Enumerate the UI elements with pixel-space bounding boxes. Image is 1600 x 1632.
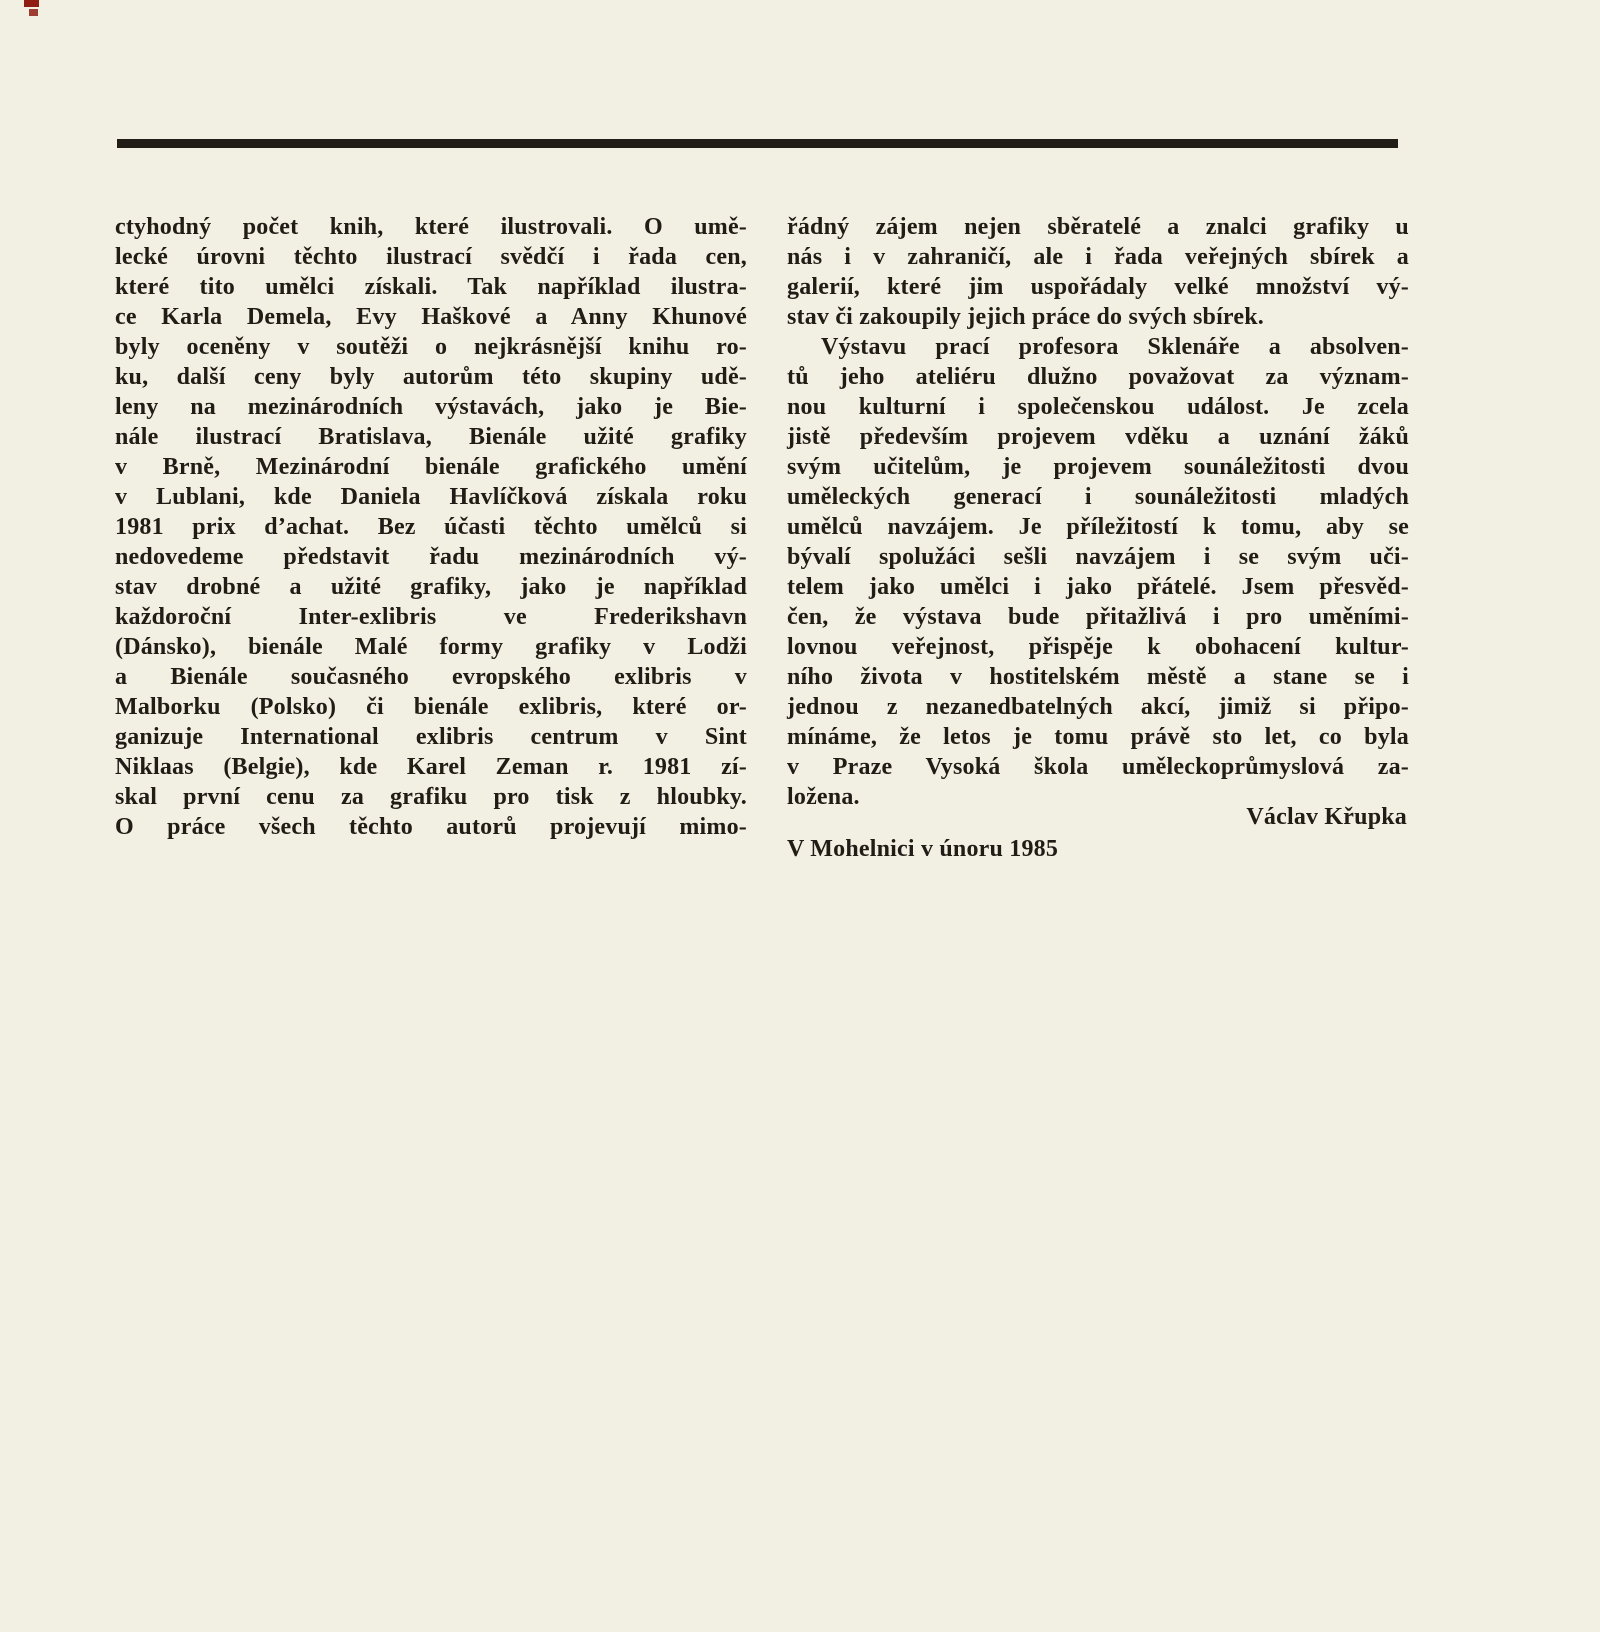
text-line: nále ilustrací Bratislava, Bienále užité grafiky: [115, 424, 747, 450]
text-line: v Brně, Mezinárodní bienále grafického umění: [115, 454, 747, 480]
text-line: 1981 prix d’achat. Bez účasti těchto umělců si: [115, 514, 747, 540]
text-line: svým učitelům, je projevem sounáležitosti dvou: [787, 454, 1409, 480]
text-line: galerií, které jim uspořádaly velké množství vý-: [787, 274, 1409, 300]
text-line: (Dánsko), bienále Malé formy grafiky v Lodži: [115, 634, 747, 660]
text-line: Niklaas (Belgie), kde Karel Zeman r. 1981 zí-: [115, 754, 747, 780]
signature: Václav Křupka: [1246, 804, 1407, 830]
text-line: skal první cenu za grafiku pro tisk z hloubky.: [115, 784, 747, 810]
text-area: [115, 212, 1409, 864]
text-line: uměleckých generací i sounáležitosti mladých: [787, 484, 1409, 510]
text-line: Malborku (Polsko) či bienále exlibris, které or-: [115, 694, 747, 720]
scan-artifact: [24, 0, 39, 7]
text-line: ního života v hostitelském městě a stane se i: [787, 664, 1409, 690]
right-column: [787, 212, 1409, 864]
top-rule: [117, 139, 1398, 148]
text-line: nou kulturní i společenskou událost. Je zcela: [787, 394, 1409, 420]
text-line: stav či zakoupily jejich práce do svých sbírek.: [787, 304, 1264, 330]
right-column-lines: [787, 212, 1409, 812]
text-line: čen, že výstava bude přitažlivá i pro uměními-: [787, 604, 1409, 630]
scan-artifact: [29, 9, 38, 16]
text-line: Výstavu prací profesora Sklenáře a absolven-: [821, 334, 1409, 360]
dateline: V Mohelnici v únoru 1985: [787, 836, 1059, 862]
text-line: nedovedeme představit řadu mezinárodních vý-: [115, 544, 747, 570]
text-line: bývalí spolužáci sešli navzájem i se svým uči-: [787, 544, 1409, 570]
text-line: jistě především projevem vděku a uznání žáků: [787, 424, 1409, 450]
text-line: které tito umělci získali. Tak například ilustra-: [115, 274, 747, 300]
text-line: jednou z nezanedbatelných akcí, jimiž si připo-: [787, 694, 1409, 720]
text-line: ctyhodný počet knih, které ilustrovali. O umě-: [115, 214, 747, 240]
text-line: umělců navzájem. Je příležitostí k tomu, aby se: [787, 514, 1409, 540]
text-line: lecké úrovni těchto ilustrací svědčí i řada cen,: [115, 244, 747, 270]
text-line: a Bienále současného evropského exlibris v: [115, 664, 747, 690]
text-line: nás i v zahraničí, ale i řada veřejných sbírek a: [787, 244, 1409, 270]
text-line: stav drobné a užité grafiky, jako je například: [115, 574, 747, 600]
text-line: telem jako umělci i jako přátelé. Jsem přesvěd-: [787, 574, 1409, 600]
text-line: v Lublani, kde Daniela Havlíčková získala roku: [115, 484, 747, 510]
text-line: tů jeho ateliéru dlužno považovat za význam-: [787, 364, 1409, 390]
text-line: mínáme, že letos je tomu právě sto let, co byla: [787, 724, 1409, 750]
text-line: každoroční Inter-exlibris ve Frederikshavn: [115, 604, 747, 630]
text-line: ku, další ceny byly autorům této skupiny udě-: [115, 364, 747, 390]
text-line: řádný zájem nejen sběratelé a znalci grafiky u: [787, 214, 1409, 240]
text-line: O práce všech těchto autorů projevují mimo-: [115, 814, 747, 840]
text-line: lovnou veřejnost, přispěje k obohacení kultur-: [787, 634, 1409, 660]
text-line: v Praze Vysoká škola uměleckoprůmyslová za-: [787, 754, 1409, 780]
left-column: [115, 212, 747, 864]
text-line: ce Karla Demela, Evy Haškové a Anny Khunové: [115, 304, 747, 330]
text-line: byly oceněny v soutěži o nejkrásnější knihu ro-: [115, 334, 747, 360]
text-line: leny na mezinárodních výstavách, jako je Bie-: [115, 394, 747, 420]
text-line: ganizuje International exlibris centrum v Sint: [115, 724, 747, 750]
text-line: ložena.: [787, 784, 860, 810]
